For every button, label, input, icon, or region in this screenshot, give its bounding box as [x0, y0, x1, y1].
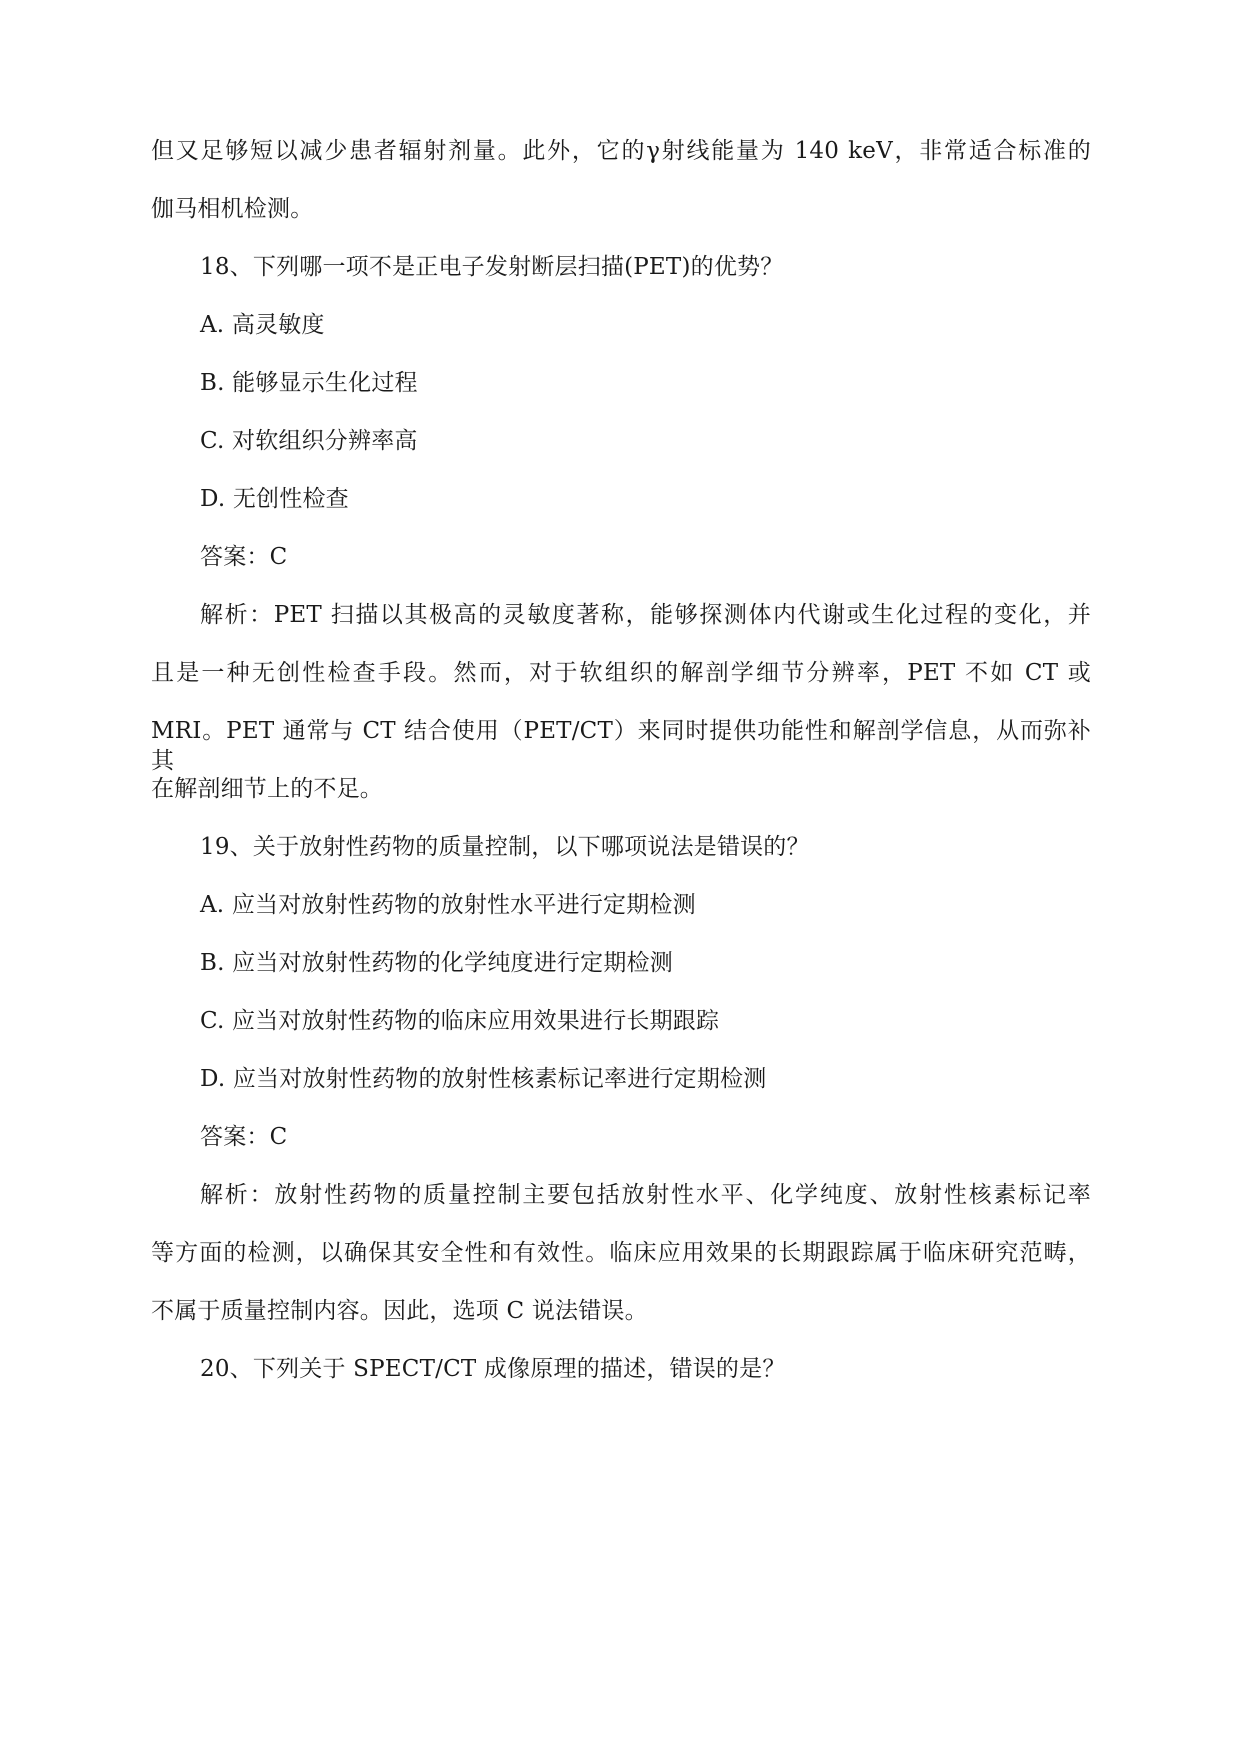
q18-option-b: B. 能够显示生化过程	[200, 370, 418, 396]
q19-analysis-line-2: 等方面的检测，以确保其安全性和有效性。临床应用效果的长期跟踪属于临床研究范畴，	[151, 1240, 1091, 1266]
q19-option-b: B. 应当对放射性药物的化学纯度进行定期检测	[200, 950, 673, 976]
q19-analysis-line-3: 不属于质量控制内容。因此，选项 C 说法错误。	[151, 1298, 648, 1324]
q18-analysis-line-2: 且是一种无创性检查手段。然而，对于软组织的解剖学细节分辨率，PET 不如 CT 或	[151, 660, 1091, 686]
q19-option-c: C. 应当对放射性药物的临床应用效果进行长期跟踪	[200, 1008, 720, 1034]
q19-option-d: D. 应当对放射性药物的放射性核素标记率进行定期检测	[200, 1066, 767, 1092]
q18-option-a: A. 高灵敏度	[200, 312, 325, 338]
q18-analysis-line-4: 在解剖细节上的不足。	[151, 776, 383, 802]
q18-answer: 答案：C	[200, 544, 288, 570]
intro-line-2: 伽马相机检测。	[151, 196, 314, 222]
q18-analysis-line-3: MRI。PET 通常与 CT 结合使用（PET/CT）来同时提供功能性和解剖学信息，从而弥补其	[151, 718, 1091, 774]
intro-line-1: 但又足够短以减少患者辐射剂量。此外，它的γ射线能量为 140 keV，非常适合标准的	[151, 138, 1091, 164]
question-19: 19、关于放射性药物的质量控制，以下哪项说法是错误的？	[200, 834, 810, 860]
q18-option-c: C. 对软组织分辨率高	[200, 428, 418, 454]
question-20: 20、下列关于 SPECT/CT 成像原理的描述，错误的是？	[200, 1356, 786, 1382]
q19-option-a: A. 应当对放射性药物的放射性水平进行定期检测	[200, 892, 696, 918]
q18-analysis-line-1: 解析：PET 扫描以其极高的灵敏度著称，能够探测体内代谢或生化过程的变化，并	[200, 602, 1091, 628]
q19-analysis-line-1: 解析：放射性药物的质量控制主要包括放射性水平、化学纯度、放射性核素标记率	[200, 1182, 1091, 1208]
q19-answer: 答案：C	[200, 1124, 288, 1150]
question-18: 18、下列哪一项不是正电子发射断层扫描(PET)的优势？	[200, 254, 784, 280]
q18-option-d: D. 无创性检查	[200, 486, 349, 512]
